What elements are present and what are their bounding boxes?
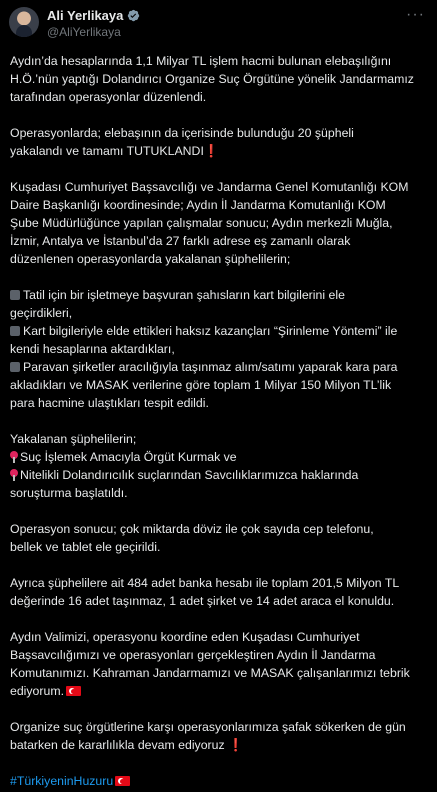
- tweet-paragraph-8-text: Organize suç örgütlerine karşı operasyonlarımıza şafak sökerken de gün batarken de kararlılıkla devam ediyoruz: [10, 720, 406, 752]
- black-square-icon: [10, 326, 20, 336]
- tweet-paragraph-6: Ayrıca şüphelilere ait 484 adet banka hesabı ile toplam 201,5 Milyon TL değerinde 16 adet taşınmaz, 1 adet şirket ve 14 adet araca el konuldu.: [10, 576, 400, 608]
- tweet-body: [0, 52, 437, 790]
- pin-item-1: Suç İşlemek Amacıyla Örgüt Kurmak ve: [20, 450, 237, 464]
- tweet-pin-list: [10, 430, 427, 502]
- turkey-flag-icon: [66, 686, 81, 696]
- tweet-paragraph-7-text: Aydın Valimizi, operasyonu koordine eden Kuşadası Cumhuriyet Başsavcılığımızı ve operasyonları gerçekleştiren Aydın İl Jandarma Komutanımızı. Kahraman Jandarmamızı ve MASAK çalışanlarımızı tebrik ediyorum.: [10, 630, 410, 698]
- pushpin-icon: [10, 451, 18, 463]
- black-square-icon: [10, 362, 20, 372]
- tweet-paragraph-7: [10, 628, 427, 700]
- tweet-bullet-list: [10, 286, 427, 412]
- author-name-row: [47, 8, 140, 23]
- tweet-paragraph-8: [10, 718, 427, 754]
- author-avatar[interactable]: [9, 7, 39, 37]
- more-options-icon[interactable]: ···: [406, 6, 425, 23]
- tweet-paragraph-2: [10, 124, 427, 160]
- bullet-item-3: Paravan şirketler aracılığıyla taşınmaz alım/satımı yaparak kara para akladıkları ve MASAK verilerine göre toplam 1 Milyar 150 Milyon TL’lik para hacmine ulaştıkları tespit edildi.: [10, 360, 398, 410]
- tweet-paragraph-3: Kuşadası Cumhuriyet Başsavcılığı ve Jandarma Genel Komutanlığı KOM Daire Başkanlığı koordinesinde; Aydın İl Jandarma Komutanlığı KOM Şube Müdürlüğünce yapılan çalışmalar sonucu; Aydın merkezli Muğla, İzmir, Antalya ve İstanbul’da 27 farklı adrese eş zamanlı olarak düzenlenen operasyonlarda yakalanan şüphelilerin;: [10, 180, 409, 266]
- tweet-paragraph-2-text: Operasyonlarda; elebaşının da içerisinde bulunduğu 20 şüpheli yakalandı ve tamamı TUTUKLANDI: [10, 126, 354, 158]
- pushpin-icon: [10, 469, 18, 481]
- pin-item-2: Nitelikli Dolandırıcılık suçlarından Savcılıklarımızca haklarında soruşturma başlatıldı.: [10, 468, 359, 500]
- black-square-icon: [10, 290, 20, 300]
- hashtag-link[interactable]: #TürkiyeninHuzuru: [10, 774, 114, 788]
- turkey-flag-icon: [115, 776, 130, 786]
- verified-badge-icon: [127, 9, 140, 22]
- red-exclamation-icon: ❗: [203, 144, 220, 158]
- author-name[interactable]: Ali Yerlikaya: [47, 8, 124, 23]
- tweet-paragraph-1: Aydın’da hesaplarında 1,1 Milyar TL işlem hacmi bulunan elebaşılığını H.Ö.’nün yaptığı Dolandırıcı Organize Suç Örgütüne yönelik Jandarmamız tarafından operasyonlar düzenlendi.: [10, 54, 414, 104]
- author-handle[interactable]: @AliYerlikaya: [47, 25, 121, 39]
- bullet-item-1: Tatil için bir işletmeye başvuran şahısların kart bilgilerini ele geçirdikleri,: [10, 288, 345, 320]
- red-exclamation-icon: ❗: [228, 738, 244, 752]
- bullet-item-2: Kart bilgileriyle elde ettikleri haksız kazançları “Şirinleme Yöntemi” ile kendi hesaplarına aktardıkları,: [10, 324, 398, 356]
- tweet-hashtag-line: [10, 772, 427, 790]
- tweet-paragraph-4: Yakalanan şüphelilerin;: [10, 432, 137, 446]
- tweet-header: [0, 0, 437, 52]
- tweet-paragraph-5: Operasyon sonucu; çok miktarda döviz ile çok sayıda cep telefonu, bellek ve tablet ele geçirildi.: [10, 522, 374, 554]
